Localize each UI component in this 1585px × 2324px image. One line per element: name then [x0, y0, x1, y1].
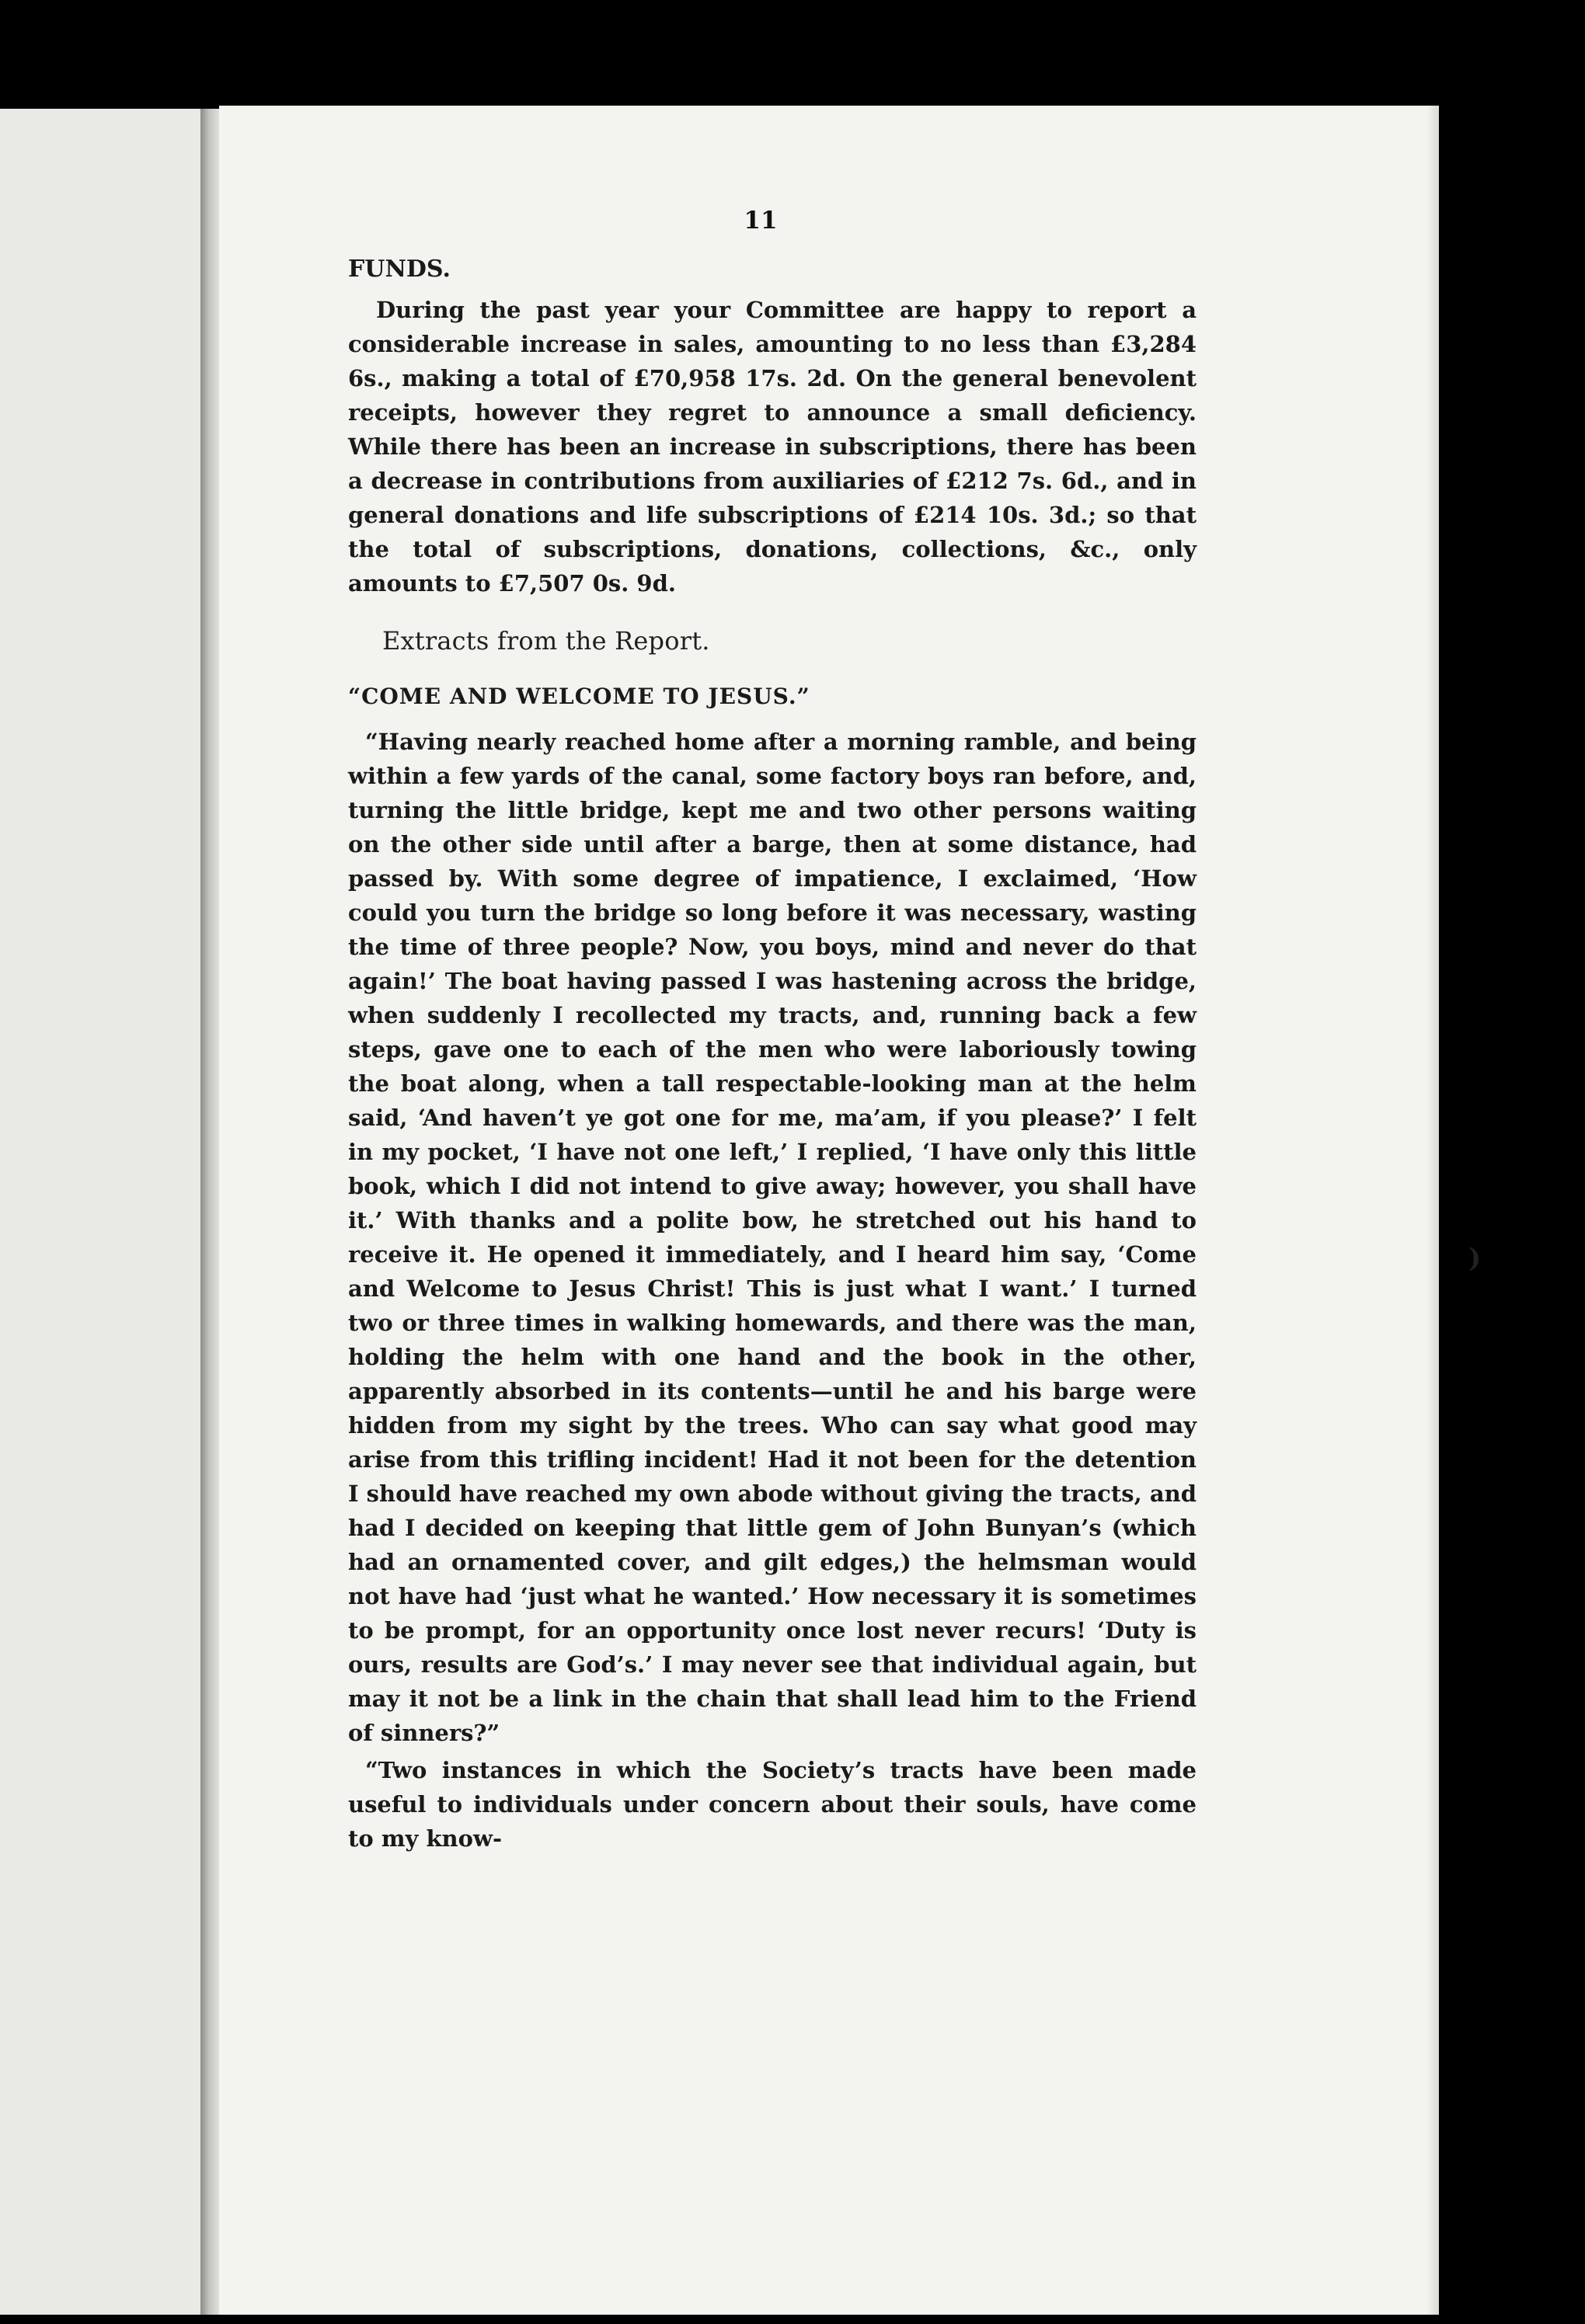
- story-paragraph: “Having nearly reached home after a morning ramble, and being within a few yards of the canal, some factory boys ran before, and, turning the little bridge, kept me and two other persons waiting on the other side until after a barge, then at some distance, had passed by. With some degree of impatience, I exclaimed, ‘How could you turn the bridge so long before it was necessary, wasting the time of three people? Now, you boys, mind and never do that again!’ The boat having passed I was hastening across the bridge, when suddenly I recollected my tracts, and, running back a few steps, gave one to each of the men who were laboriously towing the boat along, when a tall respectable-looking man at the helm said, ‘And haven’t ye got one for me, ma’am, if you please?’ I felt in my pocket, ‘I have not one left,’ I replied, ‘I have only this little book, which I did not intend to give away; however, you shall have it.’ With thanks and a polite bow, he stretched out his hand to receive it. He opened it immediately, and I heard him say, ‘Come and Welcome to Jesus Christ! This is just what I want.’ I turned two or three times in walking homewards, and there was the man, holding the helm with one hand and the book in the other, apparently absorbed in its contents—until he and his barge were hidden from my sight by the trees. Who can say what good may arise from this trifling incident! Had it not been for the detention I should have reached my own abode without giving the tracts, and had I decided on keeping that little gem of John Bunyan’s (which had an ornamented cover, and gilt edges,) the helmsman would not have had ‘just what he wanted.’ How necessary it is sometimes to be prompt, for an opportunity once lost never recurs! ‘Duty is ours, results are God’s.’ I may never see that individual again, but may it not be a link in the chain that shall lead him to the Friend of sinners?”: [348, 729, 1197, 1746]
- page-number: 11: [744, 207, 778, 235]
- page-body: [348, 252, 1197, 1856]
- story-heading: “COME AND WELCOME TO JESUS.”: [348, 684, 810, 709]
- margin-mark: ): [1468, 1243, 1482, 1274]
- section-heading: FUNDS.: [348, 256, 451, 283]
- extracts-heading: Extracts from the Report.: [382, 626, 710, 656]
- next-paragraph: “Two instances in which the Society’s tracts have been made useful to individuals under concern about their souls, have come to my know-: [348, 1757, 1197, 1852]
- funds-paragraph: During the past year your Committee are happy to report a considerable increase in sales, amounting to no less than £3,284 6s., making a total of £70,958 17s. 2d. On the general benevolent receipts, however they regret to announce a small deficiency. While there has been an increase in subscriptions, there has been a decrease in contributions from auxiliaries of £212 7s. 6d., and in general donations and life subscriptions of £214 10s. 3d.; so that the total of subscriptions, donations, collections, &c., only amounts to £7,507 0s. 9d.: [348, 297, 1197, 597]
- facing-page: [0, 109, 218, 2315]
